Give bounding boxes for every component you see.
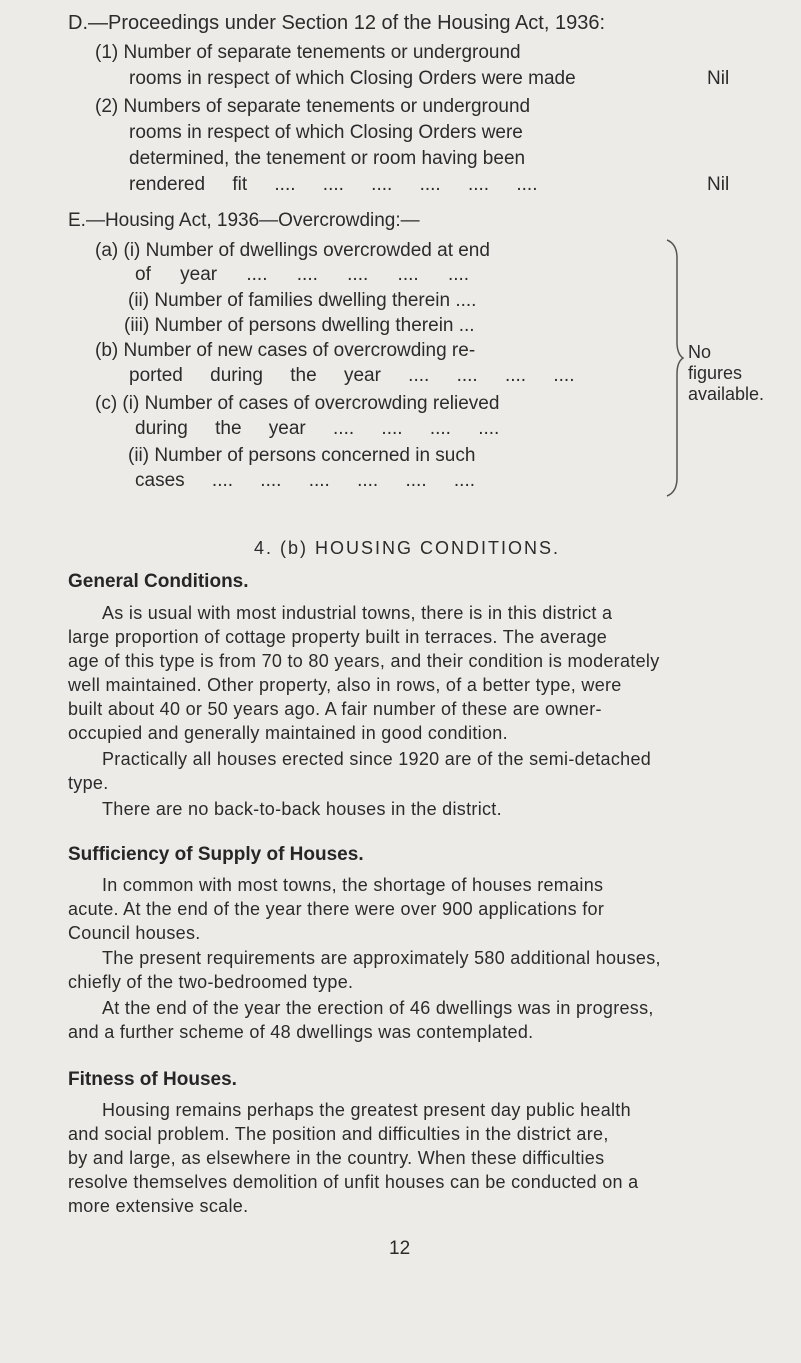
section-4-heading: 4. (b) HOUSING CONDITIONS. [254,538,561,558]
note-line2: figures [688,363,743,383]
brace-icon [665,238,685,498]
fitness-p1-line4: resolve themselves demolition of unfit houses can be conducted on a [68,1172,639,1192]
general-p1-line2: large proportion of cottage property built in terraces. The average [68,627,608,647]
general-p1-line4: well maintained. Other property, also in rows, of a better type, were [68,675,622,695]
general-p3: There are no back-to-back houses in the district. [102,799,502,819]
fitness-p1-line2: and social problem. The position and difficulties in the district are, [68,1124,609,1144]
section-e-b-line2: ported during the year .... .... .... .... [129,365,575,386]
section-d-item2-line2: rooms in respect of which Closing Orders were [129,122,523,143]
note-line3: available. [688,384,765,404]
supply-p2-line2: chiefly of the two-bedroomed type. [68,972,354,992]
section-e-c-ii-line1: (ii) Number of persons concerned in such [128,445,476,466]
section-d-item2-value: Nil [707,174,730,195]
fitness-p1-line1: Housing remains perhaps the greatest present day public health [102,1100,631,1120]
supply-p2-line1: The present requirements are approximately 580 additional houses, [102,948,661,968]
general-p1-line1: As is usual with most industrial towns, there is in this district a [102,603,613,623]
fitness-p1-line3: by and large, as elsewhere in the country. When these difficulties [68,1148,605,1168]
section-d-title: D.—Proceedings under Section 12 of the Housing Act, 1936: [68,12,606,34]
section-e-a-iii: (iii) Number of persons dwelling therein ... [124,315,475,336]
section-d-item1-line1: (1) Number of separate tenements or underground [95,42,521,63]
general-conditions-heading: General Conditions. [68,571,249,592]
supply-p3-line2: and a further scheme of 48 dwellings was contemplated. [68,1022,534,1042]
general-p2-line2: type. [68,773,109,793]
section-e-a-i-line2: of year .... .... .... .... .... [135,264,470,285]
supply-p3-line1: At the end of the year the erection of 46 dwellings was in progress, [102,998,654,1018]
section-d-item1-value: Nil [707,68,730,89]
general-p1-line6: occupied and generally maintained in good condition. [68,723,508,743]
section-e-c-i-line1: (c) (i) Number of cases of overcrowding relieved [95,393,500,414]
section-d-item2-line4: rendered fit .... .... .... .... .... .... [129,174,538,195]
general-p1-line5: built about 40 or 50 years ago. A fair number of these are owner- [68,699,602,719]
note-line1: No [688,342,712,362]
section-d-item2-line3: determined, the tenement or room having been [129,148,526,169]
general-p2-line1: Practically all houses erected since 1920 are of the semi-detached [102,749,652,769]
section-e-c-ii-line2: cases .... .... .... .... .... .... [135,470,475,491]
supply-p1-line1: In common with most towns, the shortage of houses remains [102,875,604,895]
section-d-item2-line1: (2) Numbers of separate tenements or underground [95,96,531,117]
section-e-title: E.—Housing Act, 1936—Overcrowding:— [68,210,420,231]
fitness-p1-line5: more extensive scale. [68,1196,249,1216]
general-p1-line3: age of this type is from 70 to 80 years, and their condition is moderately [68,651,660,671]
section-e-a-i-line1: (a) (i) Number of dwellings overcrowded at end [95,240,490,261]
supply-heading: Sufficiency of Supply of Houses. [68,844,364,865]
supply-p1-line3: Council houses. [68,923,201,943]
section-d-item1-line2: rooms in respect of which Closing Orders were made [129,68,576,89]
section-e-b-line1: (b) Number of new cases of overcrowding re- [95,340,476,361]
fitness-heading: Fitness of Houses. [68,1069,237,1090]
supply-p1-line2: acute. At the end of the year there were over 900 applications for [68,899,605,919]
section-e-c-i-line2: during the year .... .... .... .... [135,418,500,439]
section-e-a-ii: (ii) Number of families dwelling therein .... [128,290,477,311]
page-number: 12 [389,1238,411,1259]
